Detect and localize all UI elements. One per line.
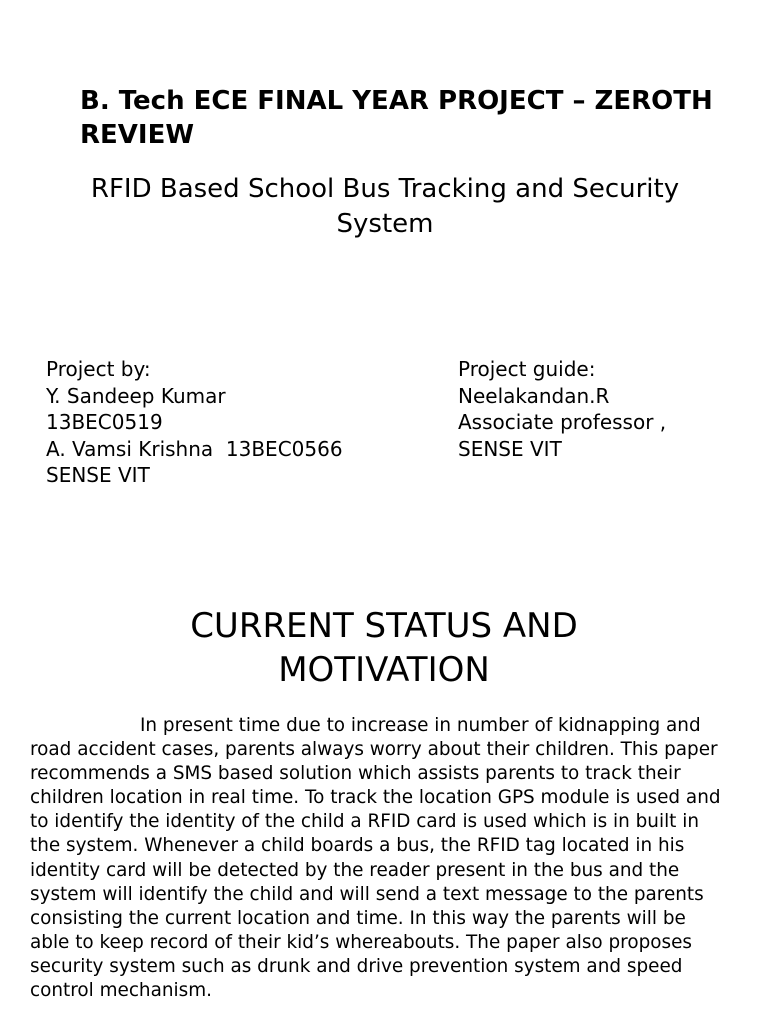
- project-title: RFID Based School Bus Tracking and Security System: [90, 174, 680, 239]
- project-guide-label: Project guide:: [458, 357, 596, 381]
- project-heading: B. Tech ECE FINAL YEAR PROJECT – ZEROTH REVIEW: [80, 86, 713, 150]
- section-title: CURRENT STATUS AND MOTIVATION: [190, 606, 578, 690]
- student-regno-1: 13BEC0519: [46, 410, 163, 434]
- motivation-slide: [0, 560, 768, 1024]
- project-by-block: [46, 356, 406, 489]
- project-guide-block: [458, 356, 758, 462]
- project-by-label: Project by:: [46, 357, 151, 381]
- student-school: SENSE VIT: [46, 463, 150, 487]
- motivation-paragraph: In present time due to increase in number of kidnapping and road accident cases, parents always worry about their children. This paper recommends a SMS based solution which assists parents to track their children location in real time. To track the location GPS module is used and to identify the identity of the child a RFID card is used which is in built in the system. Whenever a child boards a bus, the RFID tag located in his identity card will be detected by the reader present in the bus and the system will identify the child and will send a text message to the parents consisting the current location and time. In this way the parents will be able to keep record of their kid’s whereabouts. The paper also proposes security system such as drunk and drive prevention system and speed control mechanism.: [30, 715, 721, 1002]
- guide-name: Neelakandan.R: [458, 383, 610, 408]
- student-name-1: Y. Sandeep Kumar: [46, 383, 226, 408]
- guide-designation: Associate professor ,: [458, 410, 667, 434]
- student-2: A. Vamsi Krishna 13BEC0566: [46, 436, 343, 461]
- guide-school: SENSE VIT: [458, 436, 562, 461]
